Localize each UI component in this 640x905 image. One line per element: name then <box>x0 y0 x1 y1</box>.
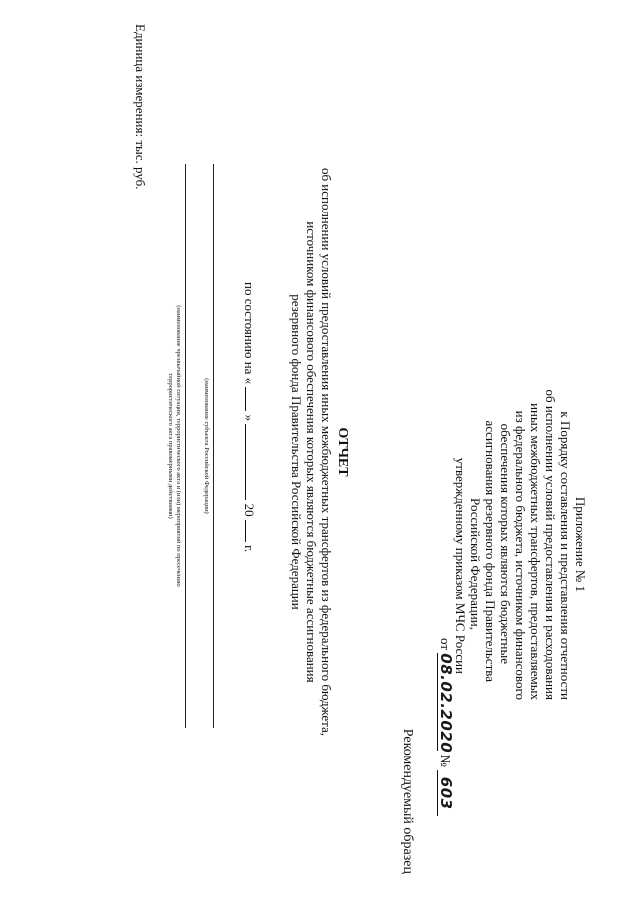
order-number: 603 <box>437 770 453 816</box>
appendix-line: к Порядку составления и представления отчетности <box>558 411 573 700</box>
appendix-line: Российской Федерации, <box>468 498 483 630</box>
date-year-suffix: г. <box>242 545 257 553</box>
subject-underline <box>213 164 214 728</box>
report-title: ОТЧЕТ <box>335 427 350 477</box>
date-day-blank <box>245 387 247 411</box>
appendix-line: из федерального бюджета, источником финансового <box>513 410 528 700</box>
date-close-quote: » <box>242 414 257 422</box>
report-subtitle-line: об исполнении условий предоставления иных межбюджетных трансфертов из федерального бюджета, <box>319 167 334 737</box>
subject-caption: (наименование субъекта Российской Федерации) <box>203 378 210 514</box>
emergency-caption-line: террористического акта правомерными действиями) <box>167 373 174 519</box>
appendix-line: ассигнования резервного фонда Правительства <box>483 420 498 682</box>
rotated-content <box>0 12 600 892</box>
report-subtitle-line: источником финансового обеспечения которых являются бюджетные ассигнования <box>304 221 319 683</box>
order-prefix: от <box>438 638 453 651</box>
unit-of-measure-label: Единица измерения: тыс. руб. <box>133 24 148 190</box>
order-number-label: № <box>438 754 453 767</box>
recommended-sample-label: Рекомендуемый образец <box>400 728 415 874</box>
date-prefix: по состоянию на « <box>242 282 257 385</box>
emergency-underline <box>185 164 186 728</box>
date-year-blank <box>245 520 247 542</box>
appendix-number: Приложение № 1 <box>573 496 588 592</box>
date-month-blank <box>245 424 247 500</box>
order-reference <box>437 638 453 816</box>
appendix-line: обеспечения которых являются бюджетные <box>498 423 513 664</box>
report-subtitle-line: резервного фонда Правительства Российской Федерации <box>289 294 304 610</box>
appendix-line: утвержденному приказом МЧС России <box>453 457 468 674</box>
appendix-line: об исполнении условий предоставления и расходования <box>543 389 558 700</box>
date-year-prefix: 20 <box>242 503 257 517</box>
appendix-line: иных межбюджетных трансфертов, предоставляемых <box>528 403 543 700</box>
order-date: 08.02.2020 <box>437 653 455 754</box>
emergency-caption-line: (наименование чрезвычайной ситуации, террористического акта и (или) мероприятий по пресечению <box>175 305 182 587</box>
report-date-line <box>242 282 257 552</box>
